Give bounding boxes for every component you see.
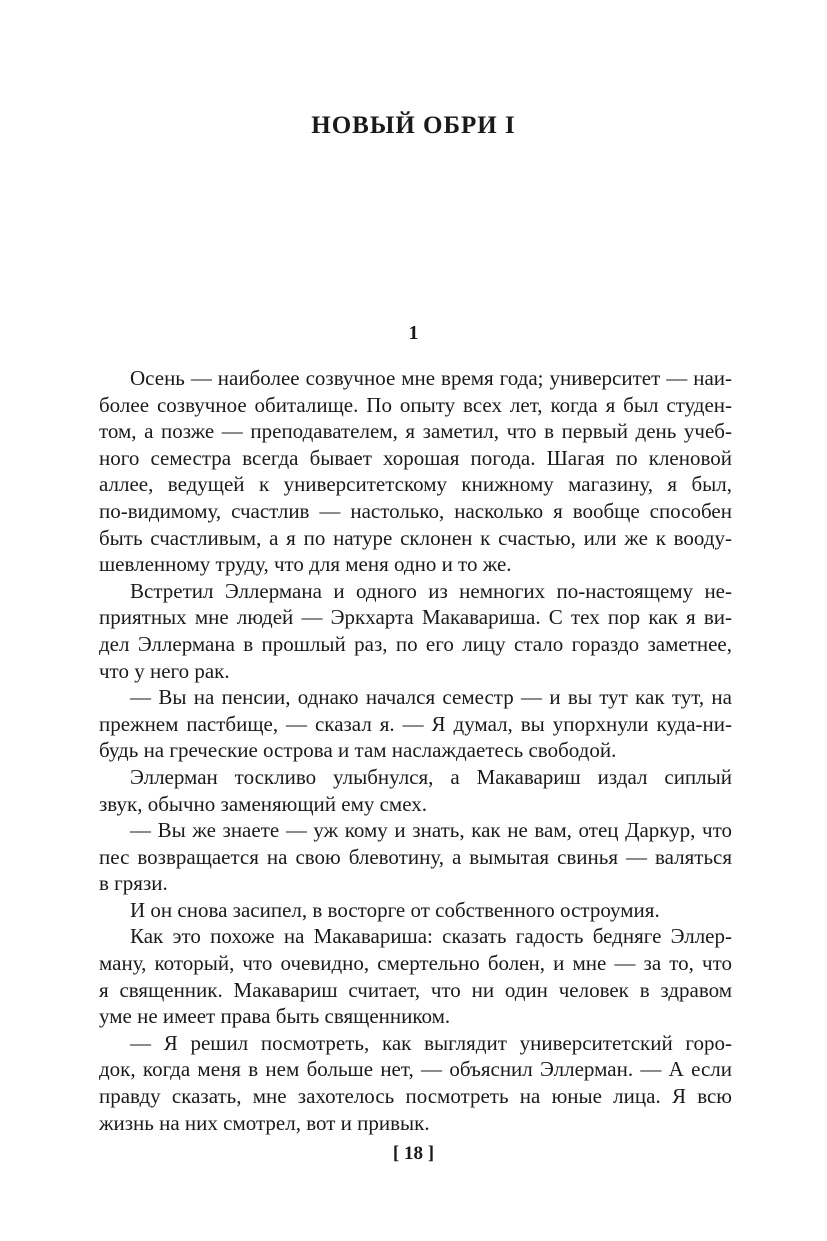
text-line: — Вы на пенсии, однако начался семестр — и вы тут как тут, на <box>130 685 732 710</box>
text-line: я священник. Макавариш считает, что ни один человек в здравом <box>99 977 732 1002</box>
text-line: звук, обычно заменяющий ему смех. <box>99 791 428 816</box>
text-line: шевленному труду, что для меня одно и то же. <box>99 552 512 577</box>
text-line: Встретил Эллермана и одного из немногих по-настоящему не- <box>130 578 732 603</box>
text-line: том, а позже — преподавателем, я заметил, что в первый день учеб- <box>99 419 732 444</box>
chapter-title: НОВЫЙ ОБРИ I <box>311 112 516 139</box>
text-line: пес возвращается на свою блевотину, а вымытая свинья — валяться <box>99 844 732 869</box>
text-line: быть счастливым, а я по натуре склонен к счастью, или же к вооду- <box>99 525 732 550</box>
text-line: док, когда меня в нем больше нет, — объяснил Эллерман. — А если <box>99 1057 732 1082</box>
text-line: ману, который, что очевидно, смертельно болен, и мне — за то, что <box>99 951 732 976</box>
text-line: в грязи. <box>99 871 168 896</box>
text-line: дел Эллермана в прошлый раз, по его лицу стало гораздо заметнее, <box>99 631 732 656</box>
text-line: Эллерман тоскливо улыбнулся, а Макавариш издал сиплый <box>130 764 732 789</box>
text-line: И он снова засипел, в восторге от собственного остроумия. <box>130 897 660 922</box>
text-line: — Вы же знаете — уж кому и знать, как не вам, отец Даркур, что <box>130 818 732 843</box>
text-line: правду сказать, мне захотелось посмотреть на юные лица. Я всю <box>99 1084 732 1109</box>
body-text <box>99 365 732 1136</box>
text-line: прежнем пастбище, — сказал я. — Я думал, вы упорхнули куда-ни- <box>99 711 732 736</box>
text-line: уме не имеет права быть священником. <box>99 1004 451 1029</box>
text-line: приятных мне людей — Эркхарта Макавариша. С тех пор как я ви- <box>99 605 732 630</box>
chapter-number: 1 <box>408 322 419 344</box>
text-line: что у него рак. <box>99 658 230 683</box>
text-line: Как это похоже на Макавариша: сказать гадость бедняге Эллер- <box>130 924 732 949</box>
text-line: Осень — наиболее созвучное мне время года; университет — наи- <box>130 366 732 390</box>
text-line: аллее, ведущей к университетскому книжному магазину, я был, <box>99 472 732 497</box>
text-line: жизнь на них смотрел, вот и привык. <box>99 1110 430 1135</box>
text-line: будь на греческие острова и там наслаждаетесь свободой. <box>99 738 617 763</box>
text-line: более созвучное обиталище. По опыту всех лет, когда я был студен- <box>99 392 732 417</box>
page-number: [ 18 ] <box>392 1143 435 1164</box>
text-line: ного семестра всегда бывает хорошая погода. Шагая по кленовой <box>99 445 732 470</box>
text-line: — Я решил посмотреть, как выглядит университетский горо- <box>130 1030 732 1055</box>
text-line: по-видимому, счастлив — настолько, насколько я вообще способен <box>99 498 732 523</box>
